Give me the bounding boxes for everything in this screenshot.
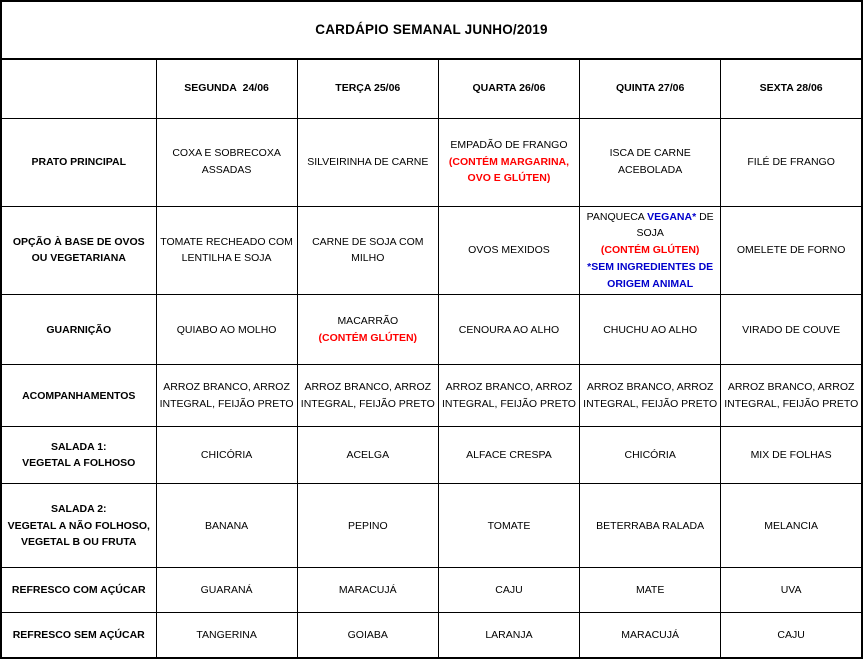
menu-cell-text: CHICÓRIA bbox=[624, 449, 676, 462]
menu-cell-text: DE bbox=[696, 210, 714, 223]
menu-cell-text: GOIABA bbox=[347, 628, 388, 641]
row-label-line: ACOMPANHAMENTOS bbox=[22, 389, 136, 402]
menu-cell-text: CHUCHU AO ALHO bbox=[603, 323, 698, 336]
menu-cell bbox=[297, 484, 438, 568]
menu-cell-text: ARROZ BRANCO, ARROZ bbox=[586, 381, 714, 394]
row-label-line: REFRESCO COM AÇÚCAR bbox=[11, 584, 146, 597]
row-label-line: VEGETAL A FOLHOSO bbox=[22, 457, 136, 470]
menu-cell-text: SOJA bbox=[636, 227, 664, 240]
menu-cell bbox=[580, 365, 721, 427]
menu-cell bbox=[297, 365, 438, 427]
menu-cell-text: CARNE DE SOJA COM bbox=[312, 235, 424, 248]
menu-cell bbox=[156, 118, 297, 206]
menu-cell-text: INTEGRAL, FEIJÃO PRETO bbox=[159, 397, 294, 410]
row-label bbox=[1, 295, 156, 365]
menu-cell bbox=[721, 206, 862, 295]
menu-row bbox=[1, 365, 862, 427]
row-label-line: OU VEGETARIANA bbox=[31, 252, 126, 265]
menu-row bbox=[1, 295, 862, 365]
menu-cell bbox=[580, 427, 721, 484]
corner-cell bbox=[1, 59, 156, 118]
menu-cell-text: CAJU bbox=[495, 584, 523, 597]
menu-cell-text: ALFACE CRESPA bbox=[466, 449, 552, 462]
menu-cell bbox=[721, 484, 862, 568]
menu-cell bbox=[721, 295, 862, 365]
day-header: SEXTA 28/06 bbox=[721, 59, 862, 118]
menu-cell-text: ISCA DE CARNE bbox=[609, 147, 691, 160]
menu-cell bbox=[297, 427, 438, 484]
menu-cell-text: ARROZ BRANCO, ARROZ bbox=[445, 381, 573, 394]
menu-cell-text: MILHO bbox=[351, 252, 385, 265]
menu-cell-text: (CONTÉM GLÚTEN) bbox=[600, 244, 700, 257]
row-label-line: PRATO PRINCIPAL bbox=[31, 155, 126, 168]
menu-cell bbox=[297, 118, 438, 206]
menu-cell bbox=[156, 427, 297, 484]
menu-cell-text: QUIABO AO MOLHO bbox=[176, 323, 277, 336]
menu-cell bbox=[156, 568, 297, 613]
menu-cell-text: INTEGRAL, FEIJÃO PRETO bbox=[724, 397, 859, 410]
menu-cell-text: (CONTÉM MARGARINA, bbox=[448, 155, 570, 168]
menu-cell-text: PANQUECA bbox=[586, 210, 648, 223]
menu-cell-text: EMPADÃO DE FRANGO bbox=[450, 138, 568, 151]
menu-cell bbox=[438, 427, 579, 484]
menu-cell-text: INTEGRAL, FEIJÃO PRETO bbox=[583, 397, 718, 410]
menu-cell bbox=[156, 613, 297, 658]
menu-cell-text: CAJU bbox=[777, 628, 805, 641]
menu-cell-text: OMELETE DE FORNO bbox=[736, 244, 846, 257]
menu-cell-text: ACEBOLADA bbox=[618, 164, 683, 176]
menu-cell-text: VIRADO DE COUVE bbox=[742, 323, 841, 336]
menu-table-body bbox=[1, 118, 862, 658]
day-header: TERÇA 25/06 bbox=[297, 59, 438, 118]
menu-cell-text: SILVEIRINHA DE CARNE bbox=[307, 155, 429, 168]
menu-cell bbox=[156, 365, 297, 427]
menu-row bbox=[1, 484, 862, 568]
menu-cell-text: MARACUJÁ bbox=[621, 628, 680, 641]
menu-cell-text: INTEGRAL, FEIJÃO PRETO bbox=[441, 397, 576, 410]
menu-cell bbox=[580, 613, 721, 658]
menu-cell bbox=[580, 568, 721, 613]
day-header: SEGUNDA 24/06 bbox=[156, 59, 297, 118]
row-label-line: OPÇÃO À BASE DE OVOS bbox=[12, 235, 145, 248]
menu-cell bbox=[438, 206, 579, 295]
menu-cell-text: OVO E GLÚTEN) bbox=[467, 172, 551, 185]
menu-cell-text: ACELGA bbox=[346, 449, 390, 462]
menu-cell-text: CENOURA AO ALHO bbox=[458, 323, 560, 336]
menu-cell-text: TOMATE bbox=[487, 519, 531, 532]
menu-cell-text: VEGANA* bbox=[647, 210, 697, 223]
row-label bbox=[1, 365, 156, 427]
menu-cell bbox=[438, 295, 579, 365]
row-label bbox=[1, 206, 156, 295]
menu-row bbox=[1, 206, 862, 295]
row-label bbox=[1, 613, 156, 658]
page-title: CARDÁPIO SEMANAL JUNHO/2019 bbox=[1, 1, 862, 59]
menu-cell bbox=[580, 484, 721, 568]
menu-cell-text: BANANA bbox=[205, 519, 249, 532]
header-row bbox=[1, 59, 862, 118]
menu-cell-text: MELANCIA bbox=[764, 519, 818, 532]
menu-cell bbox=[297, 206, 438, 295]
menu-cell-text: BETERRABA RALADA bbox=[596, 519, 705, 532]
menu-table-head bbox=[1, 1, 862, 118]
row-label-line: SALADA 2: bbox=[50, 502, 107, 515]
menu-cell bbox=[721, 568, 862, 613]
row-label bbox=[1, 484, 156, 568]
menu-cell bbox=[580, 206, 721, 295]
menu-cell bbox=[438, 118, 579, 206]
menu-cell-text: ORIGEM ANIMAL bbox=[607, 277, 694, 290]
menu-cell-text: MATE bbox=[635, 584, 665, 597]
row-label-line: VEGETAL B OU FRUTA bbox=[21, 536, 137, 549]
menu-cell-text: TOMATE RECHEADO COM bbox=[160, 235, 293, 248]
menu-cell-text: *SEM INGREDIENTES DE bbox=[587, 260, 714, 273]
menu-cell bbox=[297, 295, 438, 365]
row-label bbox=[1, 427, 156, 484]
menu-cell bbox=[438, 365, 579, 427]
menu-cell bbox=[580, 118, 721, 206]
menu-cell bbox=[721, 613, 862, 658]
menu-cell-text: MIX DE FOLHAS bbox=[750, 449, 832, 462]
row-label bbox=[1, 118, 156, 206]
menu-cell-text: TANGERINA bbox=[196, 628, 257, 641]
menu-row bbox=[1, 118, 862, 206]
menu-cell bbox=[580, 295, 721, 365]
menu-cell-text: ASSADAS bbox=[201, 164, 252, 176]
menu-cell bbox=[721, 118, 862, 206]
row-label-line: REFRESCO SEM AÇÚCAR bbox=[12, 628, 145, 641]
menu-row bbox=[1, 613, 862, 658]
menu-cell-text: FILÉ DE FRANGO bbox=[747, 155, 835, 168]
menu-cell bbox=[156, 206, 297, 295]
day-header: QUINTA 27/06 bbox=[580, 59, 721, 118]
menu-cell bbox=[721, 427, 862, 484]
title-row bbox=[1, 1, 862, 59]
menu-cell-text: OVOS MEXIDOS bbox=[468, 244, 550, 257]
menu-cell-text: MARACUJÁ bbox=[338, 584, 397, 597]
day-header: QUARTA 26/06 bbox=[438, 59, 579, 118]
menu-cell-text: LENTILHA E SOJA bbox=[181, 252, 272, 265]
menu-cell-text: ARROZ BRANCO, ARROZ bbox=[727, 381, 855, 394]
row-label-line: GUARNIÇÃO bbox=[46, 323, 112, 336]
menu-cell bbox=[156, 295, 297, 365]
menu-cell-text: LARANJA bbox=[485, 628, 533, 641]
menu-cell-text: ARROZ BRANCO, ARROZ bbox=[304, 381, 432, 394]
menu-cell-text: ARROZ BRANCO, ARROZ bbox=[163, 381, 290, 394]
menu-cell bbox=[297, 568, 438, 613]
menu-cell bbox=[156, 484, 297, 568]
menu-row bbox=[1, 427, 862, 484]
menu-cell bbox=[438, 484, 579, 568]
row-label-line: VEGETAL A NÃO FOLHOSO, bbox=[7, 519, 150, 532]
menu-cell-text: MACARRÃO bbox=[337, 315, 399, 328]
menu-cell bbox=[297, 613, 438, 658]
menu-row bbox=[1, 568, 862, 613]
menu-cell-text: (CONTÉM GLÚTEN) bbox=[318, 331, 418, 344]
menu-cell-text: COXA E SOBRECOXA bbox=[172, 147, 281, 160]
row-label-line: SALADA 1: bbox=[50, 440, 107, 453]
menu-cell-text: GUARANÁ bbox=[200, 584, 253, 597]
menu-cell-text: INTEGRAL, FEIJÃO PRETO bbox=[300, 397, 435, 410]
menu-cell-text: CHICÓRIA bbox=[200, 449, 253, 462]
menu-cell bbox=[438, 613, 579, 658]
row-label bbox=[1, 568, 156, 613]
menu-cell bbox=[438, 568, 579, 613]
menu-cell-text: PEPINO bbox=[347, 519, 388, 532]
menu-cell bbox=[721, 365, 862, 427]
menu-cell-text: UVA bbox=[780, 584, 802, 597]
